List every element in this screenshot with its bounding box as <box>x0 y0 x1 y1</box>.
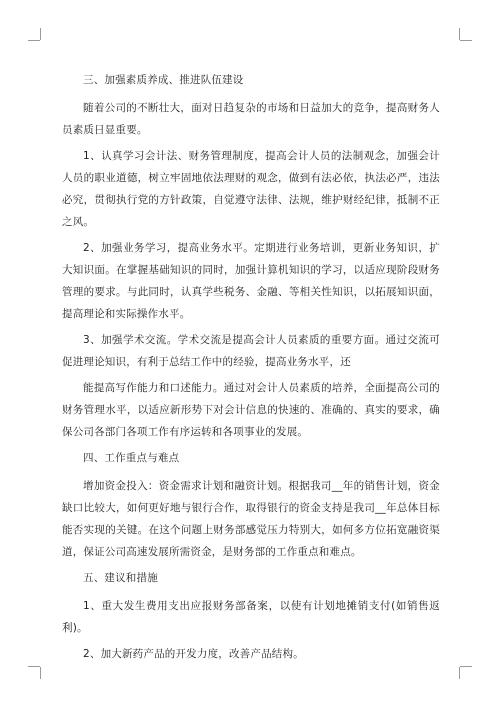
paragraph: 3、加强学术交流。学术交流是提高会计人员素质的重要方面。通过交流可促进理论知识，有利于总结工作中的经验，提高业务水平，还 <box>62 334 440 368</box>
crop-mark-bottom-right <box>460 666 472 667</box>
crop-mark-top-right <box>459 28 460 40</box>
section-heading: 三、加强素质养成、推进队伍建设 <box>83 74 244 86</box>
section-heading: 五、建议和措施 <box>83 572 158 584</box>
crop-mark-top-left <box>40 28 41 40</box>
paragraph: 2、加大新药产品的开发力度，改善产品结构。 <box>83 648 304 660</box>
crop-mark-bottom-left <box>28 666 40 667</box>
section-heading: 四、工作重点与难点 <box>83 452 180 464</box>
document-body <box>62 69 440 669</box>
crop-mark-top-right <box>460 40 472 41</box>
paragraph: 能提高写作能力和口述能力。通过对会计人员素质的培养，全面提高公司的财务管理水平，以适应新形势下对会计信息的快速的、准确的、真实的要求，确保公司各部门各项工作有序运转和各项事业的发展。 <box>62 382 440 438</box>
crop-mark-top-left <box>28 40 40 41</box>
crop-mark-bottom-left <box>40 667 41 679</box>
paragraph: 增加资金投入：资金需求计划和融资计划。根据我司__年的销售计划，资金缺口比较大，如何更好地与银行合作，取得银行的资金支持是我司__年总体目标能否实现的关键。在这个问题上财务部感觉压力特别大，如何多方位拓宽融资渠道，保证公司高速发展所需资金，是财务部的工作重点和难点。 <box>62 480 440 558</box>
paragraph: 随着公司的不断壮大，面对日趋复杂的市场和日益加大的竞争，提高财务人员素质日显重要。 <box>62 102 440 136</box>
paragraph: 1、重大发生费用支出应报财务部备案，以使有计划地摊销支付(如销售返利)。 <box>62 600 440 634</box>
paragraph: 1、认真学习会计法、财务管理制度，提高会计人员的法制观念，加强会计人员的职业道德，树立牢固地依法理财的观念，做到有法必依，执法必严，违法必究，贯彻执行党的方针政策，自觉遵守法律、法规，维护财经纪律，抵制不正之风。 <box>62 150 440 228</box>
crop-mark-bottom-right <box>459 667 460 679</box>
paragraph: 2、加强业务学习，提高业务水平。定期进行业务培训，更新业务知识，扩大知识面。在掌握基础知识的同时，加强计算机知识的学习，以适应现阶段财务管理的要求。与此同时，认真学些税务、金融、等相关性知识，以拓展知识面，提高理论和实际操作水平。 <box>62 242 440 320</box>
